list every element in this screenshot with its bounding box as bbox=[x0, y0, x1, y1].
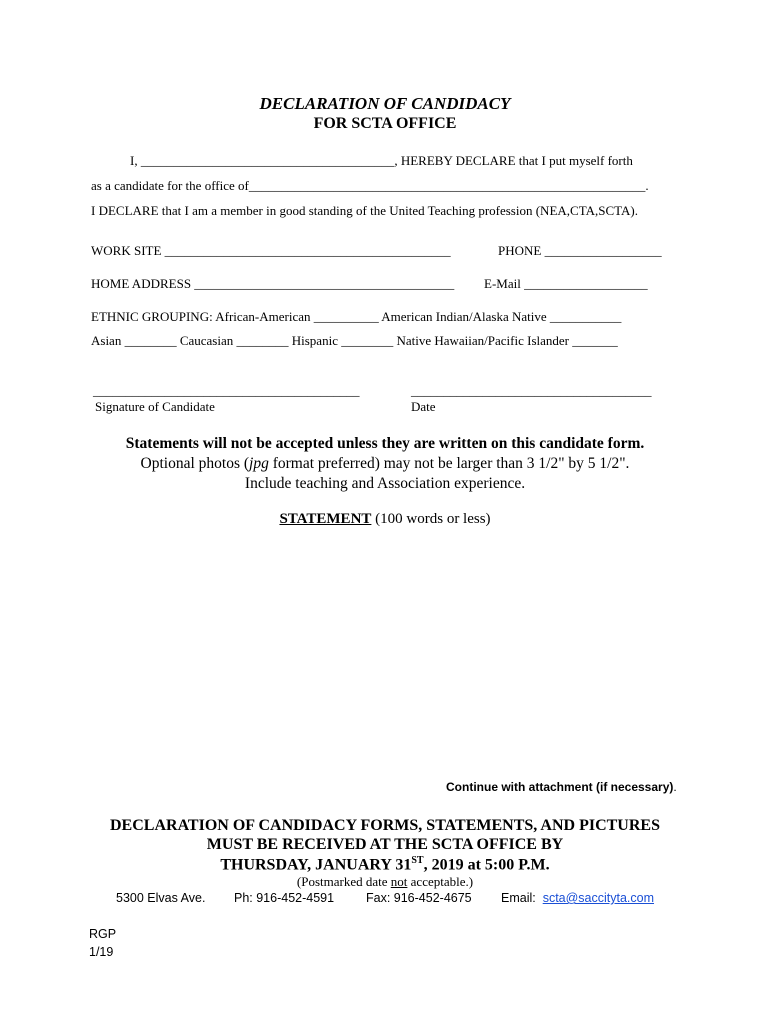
deadline-line-1: DECLARATION OF CANDIDACY FORMS, STATEMENTS, AND PICTURES bbox=[110, 817, 660, 834]
footer-initials: RGP bbox=[89, 927, 117, 941]
declaration-line-2: as a candidate for the office of_____________________________________________________________. bbox=[91, 178, 649, 193]
date-line: _____________________________________ bbox=[411, 383, 652, 398]
phone-field: PHONE __________________ bbox=[498, 243, 662, 258]
footer-date: 1/19 bbox=[89, 945, 114, 959]
form-title: DECLARATION OF CANDIDACY bbox=[259, 94, 511, 113]
deadline-line-2: MUST BE RECEIVED AT THE SCTA OFFICE BY bbox=[206, 836, 564, 853]
office-phone: Ph: 916-452-4591 bbox=[234, 891, 335, 905]
date-label: Date bbox=[411, 399, 436, 414]
deadline-line-3: THURSDAY, JANUARY 31ST, 2019 at 5:00 P.M. bbox=[220, 855, 550, 874]
statement-notice: Statements will not be accepted unless they are written on this candidate form. bbox=[125, 435, 645, 452]
office-email: Email: scta@saccityta.com bbox=[501, 891, 655, 905]
signature-label: Signature of Candidate bbox=[95, 399, 215, 414]
photo-requirements: Optional photos (jpg format preferred) may not be larger than 3 1/2" by 5 1/2". bbox=[140, 455, 630, 472]
office-fax: Fax: 916-452-4675 bbox=[366, 891, 472, 905]
signature-line: _________________________________________ bbox=[93, 383, 360, 398]
postmark-note: (Postmarked date not acceptable.) bbox=[296, 874, 474, 889]
home-address-field: HOME ADDRESS ________________________________________ bbox=[91, 276, 455, 291]
email-field: E-Mail ___________________ bbox=[484, 276, 648, 291]
work-site-field: WORK SITE ____________________________________________ bbox=[91, 243, 451, 258]
statement-label: STATEMENT bbox=[279, 511, 372, 527]
declaration-line-1: I, _______________________________________, HEREBY DECLARE that I put myself forth bbox=[130, 153, 633, 168]
ethnic-grouping-row-2: Asian ________ Caucasian ________ Hispanic ________ Native Hawaiian/Pacific Islander _______ bbox=[91, 333, 618, 348]
declaration-line-3: I DECLARE that I am a member in good standing of the United Teaching profession (NEA,CTA,SCTA). bbox=[91, 203, 638, 218]
ethnic-grouping-row-1: ETHNIC GROUPING: African-American __________ American Indian/Alaska Native ___________ bbox=[91, 309, 622, 324]
office-address: 5300 Elvas Ave. bbox=[116, 891, 206, 905]
email-link[interactable]: scta@saccityta.com bbox=[542, 891, 655, 905]
experience-note: Include teaching and Association experience. bbox=[244, 475, 526, 492]
form-subtitle: FOR SCTA OFFICE bbox=[313, 115, 457, 132]
statement-heading: STATEMENT (100 words or less) bbox=[279, 511, 491, 527]
continue-note: Continue with attachment (if necessary). bbox=[446, 780, 677, 794]
